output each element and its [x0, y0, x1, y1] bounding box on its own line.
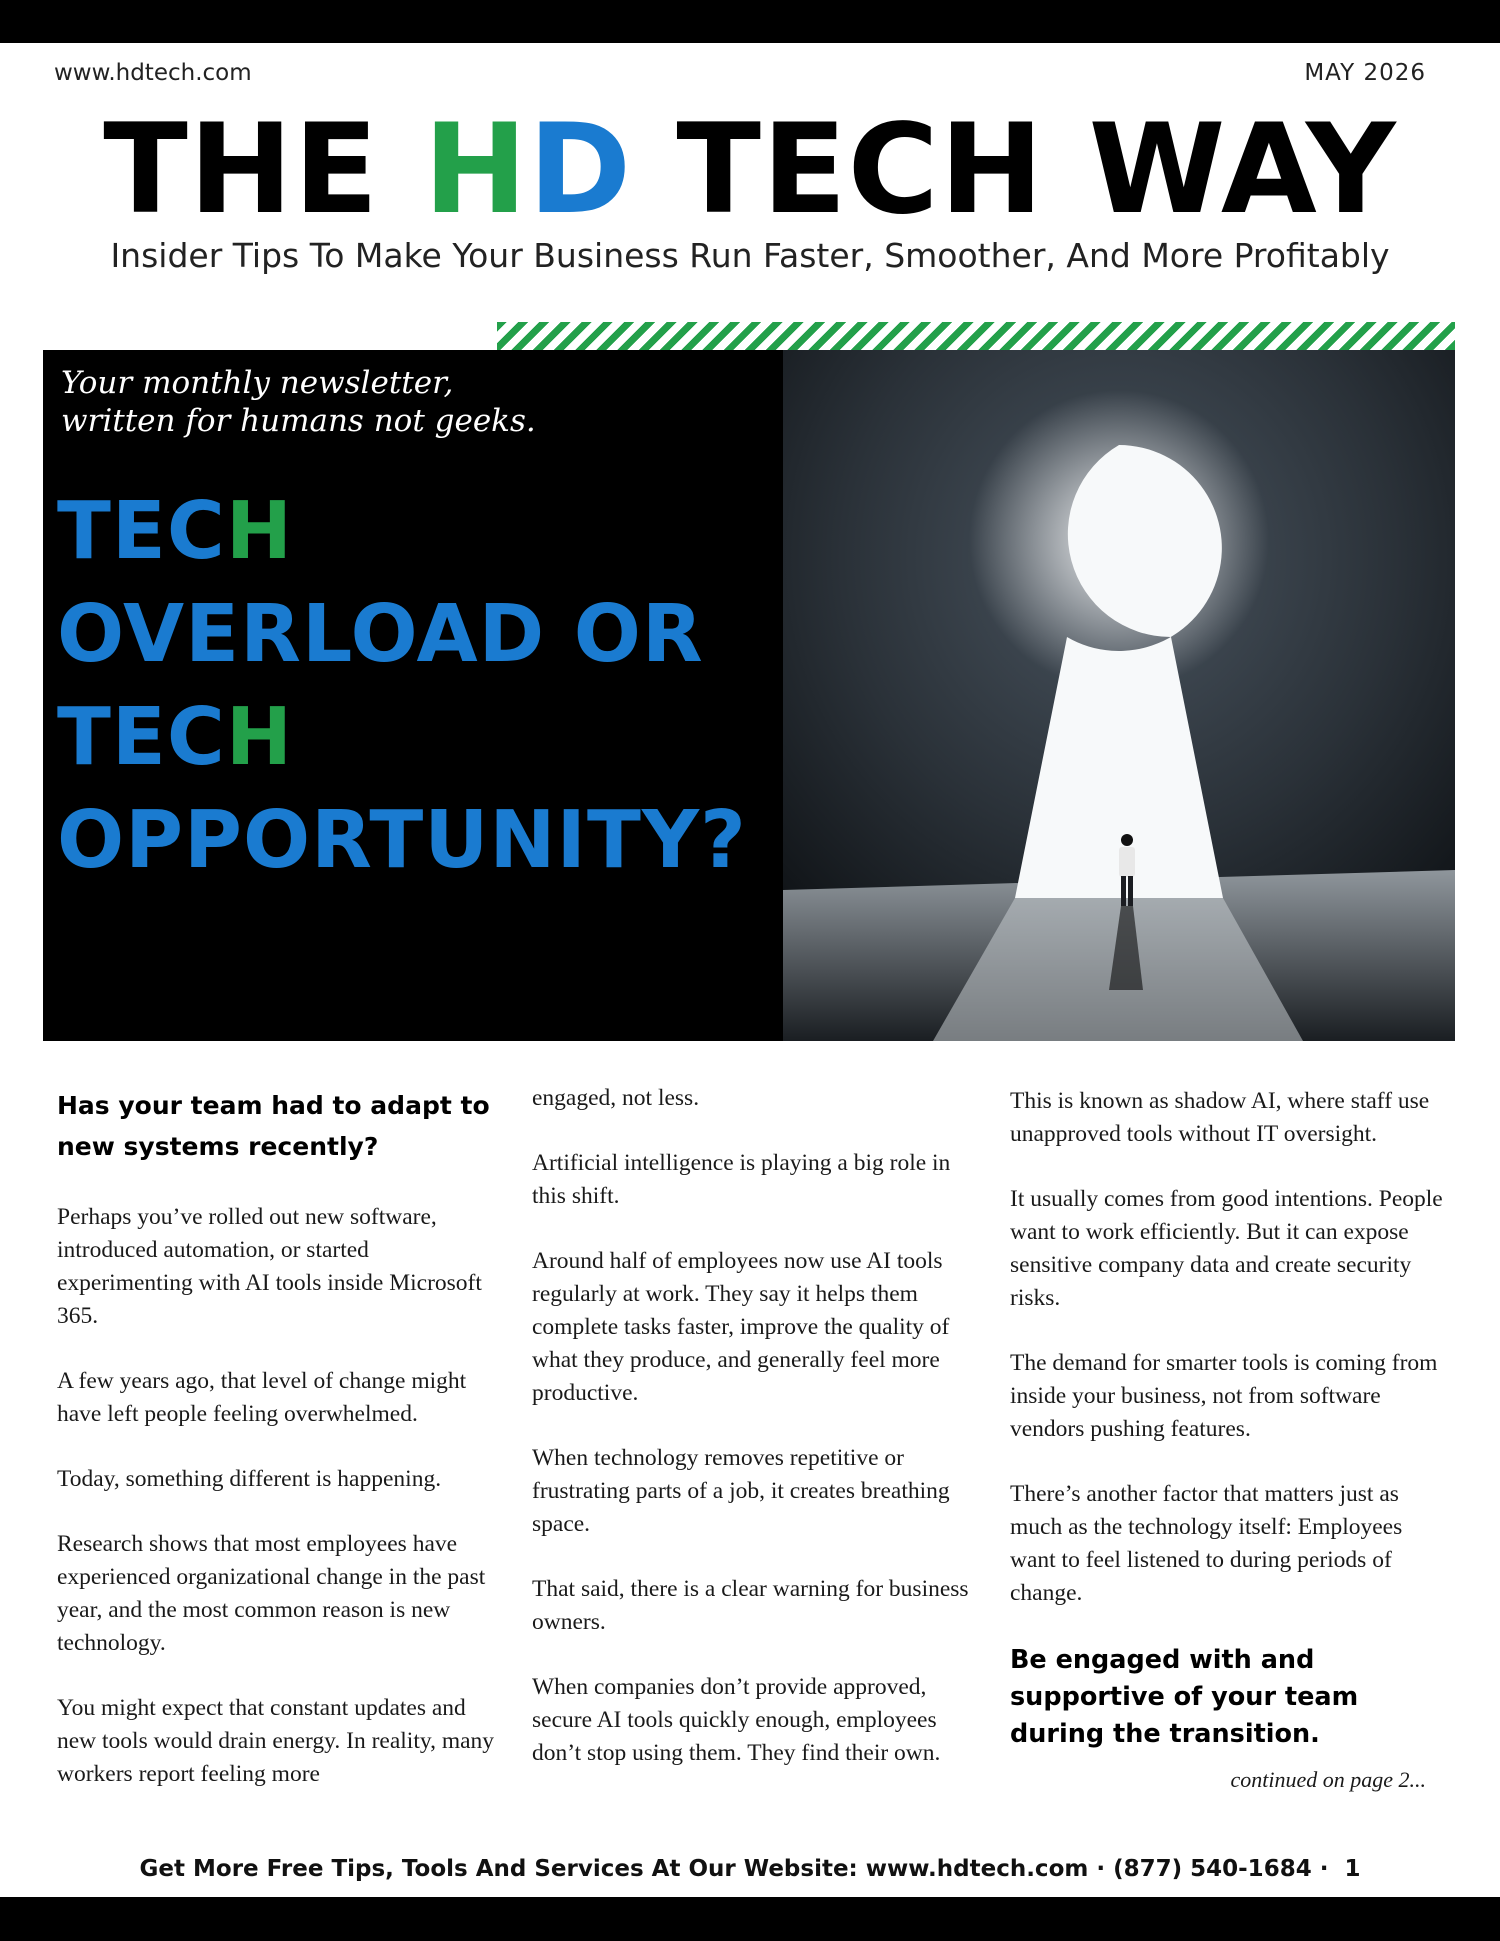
- paragraph: The demand for smarter tools is coming from inside your business, not from software vendors pushing features.: [1010, 1350, 1438, 1442]
- paragraph: When technology removes repetitive or frustrating parts of a job, it creates breathing space.: [532, 1445, 950, 1537]
- paragraph: It usually comes from good intentions. People want to work efficiently. But it can expose sensitive company data and create security risks.: [1010, 1186, 1443, 1311]
- article-column-3: [1010, 1085, 1450, 1796]
- green-stripe-divider: [497, 322, 1455, 350]
- tagline: Insider Tips To Make Your Business Run Faster, Smoother, And More Profitably: [110, 236, 1390, 275]
- hero-title-line-3: [57, 686, 747, 789]
- top-black-bar: [0, 0, 1500, 43]
- paragraph: Research shows that most employees have experienced organizational change in the past year, and the most common reason is new technology.: [57, 1531, 486, 1656]
- paragraph: Perhaps you’ve rolled out new software, introduced automation, or started experimenting with AI tools inside Microsoft 365.: [57, 1204, 482, 1329]
- hero-title-line-1: [57, 480, 747, 583]
- article-column-1: [57, 1085, 497, 1823]
- hero-subtitle-line1: Your monthly newsletter,: [61, 365, 454, 401]
- keyhole-person-illustration: [783, 350, 1455, 1041]
- hero-title-text: TEC: [57, 485, 226, 577]
- paragraph: This is known as shadow AI, where staff use unapproved tools without IT oversight.: [1010, 1088, 1430, 1147]
- masthead-rest: TECH WAY: [676, 98, 1397, 242]
- masthead-h: H: [423, 98, 529, 242]
- hero-title-line-4: [57, 789, 747, 892]
- hero-title-line-2: [57, 583, 747, 686]
- closing-heading: Be engaged with and supportive of your team during the transition.: [1010, 1645, 1359, 1749]
- footer-text: Get More Free Tips, Tools And Services At Our Website: www.hdtech.com · (877) 540-1684 · 1: [139, 1856, 1361, 1882]
- continued-note: continued on page 2...: [1230, 1767, 1426, 1792]
- hero-title-green: H: [225, 691, 293, 783]
- hero-title-green: H: [225, 485, 293, 577]
- paragraph: Around half of employees now use AI tools regularly at work. They say it helps them complete tasks faster, improve the quality of what they produce, and generally feel more productive.: [532, 1248, 950, 1406]
- hero-title-text: OVERLOAD OR: [57, 588, 704, 680]
- masthead-the: THE: [103, 98, 380, 242]
- issue-date: MAY 2026: [1304, 60, 1426, 86]
- paragraph: Artificial intelligence is playing a big role in this shift.: [532, 1150, 951, 1209]
- paragraph: engaged, not less.: [532, 1085, 700, 1111]
- hero-title-text: OPPORTUNITY?: [57, 794, 747, 886]
- website-url[interactable]: www.hdtech.com: [54, 60, 252, 86]
- hero-banner: [43, 350, 1455, 1041]
- article-column-2: [532, 1082, 972, 1802]
- masthead-d: D: [528, 98, 633, 242]
- bottom-black-bar: [0, 1897, 1500, 1941]
- paragraph: There’s another factor that matters just as much as the technology itself: Employees want to feel listened to during periods of change.: [1010, 1481, 1403, 1606]
- hero-title-text: TEC: [57, 691, 226, 783]
- footer-contact: [0, 1856, 1500, 1882]
- paragraph: A few years ago, that level of change might have left people feeling overwhelmed.: [57, 1368, 467, 1427]
- paragraph: Today, something different is happening.: [57, 1466, 442, 1492]
- newsletter-masthead: [0, 100, 1500, 240]
- paragraph: When companies don’t provide approved, secure AI tools quickly enough, employees don’t stop using them. They find their own.: [532, 1674, 941, 1766]
- hero-title: [57, 480, 747, 892]
- hero-subtitle-line2: written for humans not geeks.: [61, 403, 536, 439]
- paragraph: That said, there is a clear warning for business owners.: [532, 1576, 969, 1635]
- paragraph: You might expect that constant updates and new tools would drain energy. In reality, many workers report feeling more: [57, 1695, 495, 1787]
- hero-subtitle: [61, 364, 536, 440]
- article-heading: Has your team had to adapt to new systems recently?: [57, 1091, 490, 1161]
